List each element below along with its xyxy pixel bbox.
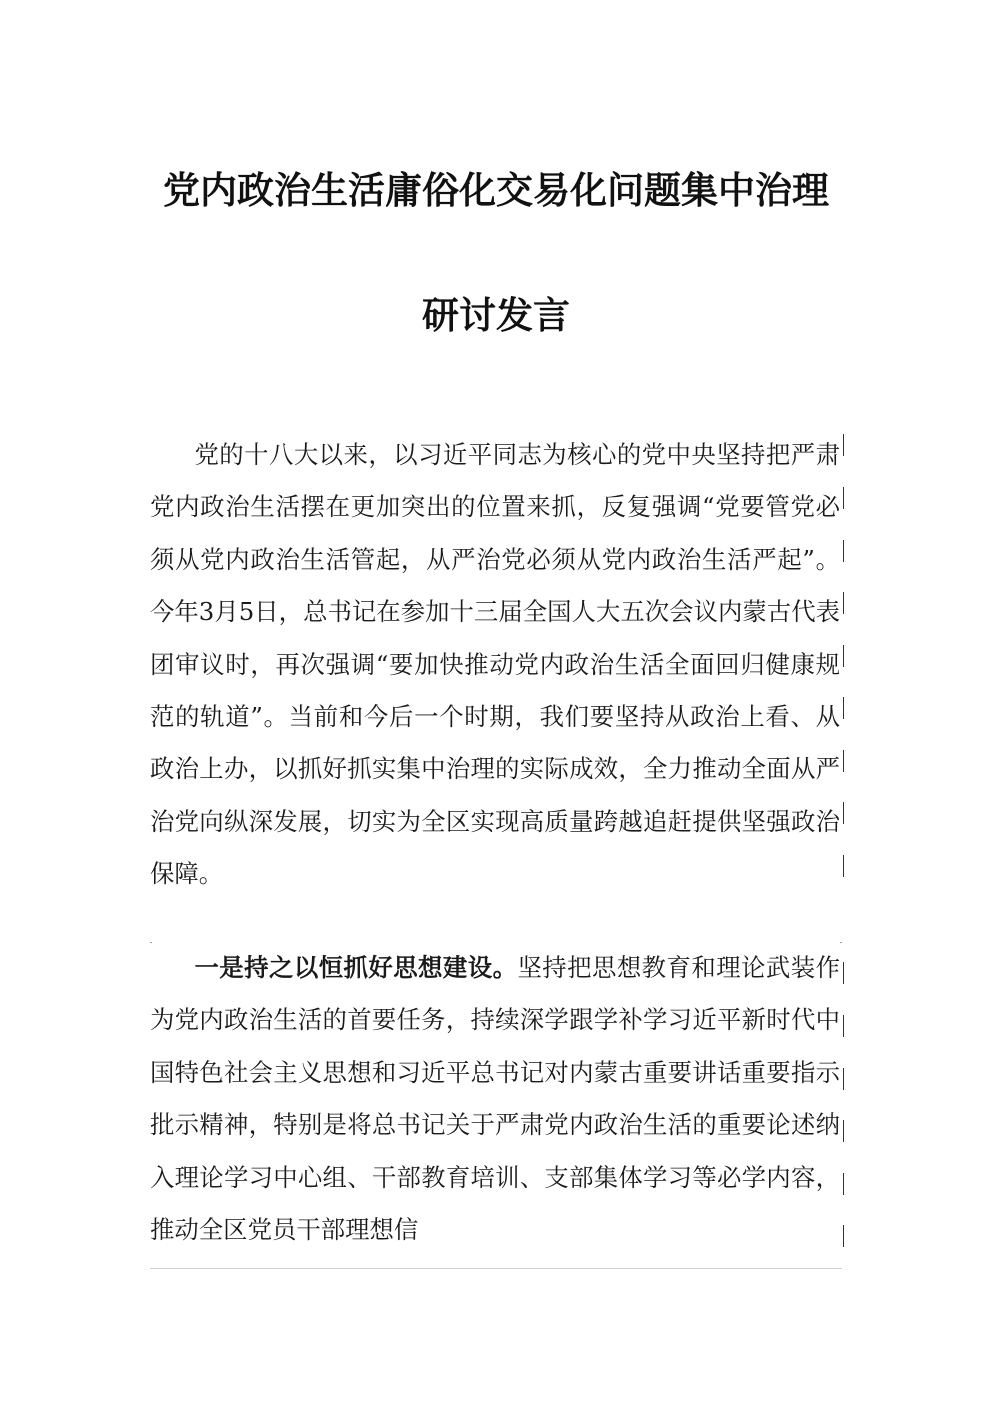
document-title-line-1: 党内政治生活庸俗化交易化问题集中治理 <box>163 168 829 212</box>
margin-edge-mark <box>843 802 844 824</box>
margin-edge-mark <box>843 1068 844 1090</box>
document-title-line-2: 研讨发言 <box>422 293 570 337</box>
paragraph-2-heading: 一是持之以恒抓好思想建设。 <box>194 953 518 982</box>
paragraph-mark <box>150 942 152 943</box>
margin-edge-mark <box>843 434 844 456</box>
margin-edge-mark <box>843 962 844 984</box>
margin-edge-mark <box>843 487 844 509</box>
margin-edge-mark <box>843 1173 844 1195</box>
margin-edge-mark <box>843 592 844 614</box>
margin-edge-mark <box>843 1015 844 1037</box>
margin-edge-mark <box>843 1225 844 1247</box>
body-paragraph-2 <box>150 942 840 1268</box>
margin-edge-mark <box>843 697 844 719</box>
paragraph-mark <box>840 942 842 943</box>
margin-edge-mark <box>843 540 844 562</box>
paragraph-1-text: 党的十八大以来，以习近平同志为核心的党中央坚持把严肃党内政治生活摆在更加突出的位置来抓，反复强调“党要管党必须从党内政治生活管起，从严治党必须从党内政治生活严起”。今年3月5日，总书记在参加十三届全国人大五次会议内蒙古代表团审议时，再次强调“要加快推动党内政治生活全面回归健康规范的轨道”。当前和今后一个时期，我们要坚持从政治上看、从政治上办，以抓好抓实集中治理的实际成效，全力推动全面从严治党向纵深发展，切实为全区实现高质量跨越追赶提供坚强政治保障。 <box>150 440 840 889</box>
margin-edge-mark <box>843 750 844 772</box>
page-bottom-rule <box>150 1268 842 1269</box>
paragraph-2-text: 坚持把思想教育和理论武装作为党内政治生活的首要任务，持续深学跟学补学习近平新时代中国特色社会主义思想和习近平总书记对内蒙古重要讲话重要指示批示精神，特别是将总书记关于严肃党内政治生活的重要论述纳入理论学习中心组、干部教育培训、支部集体学习等必学内容，推动全区党员干部理想信 <box>150 953 840 1245</box>
margin-edge-mark <box>843 855 844 877</box>
margin-edge-mark <box>843 645 844 667</box>
margin-edge-mark <box>843 1120 844 1142</box>
body-paragraph-1 <box>150 429 840 949</box>
